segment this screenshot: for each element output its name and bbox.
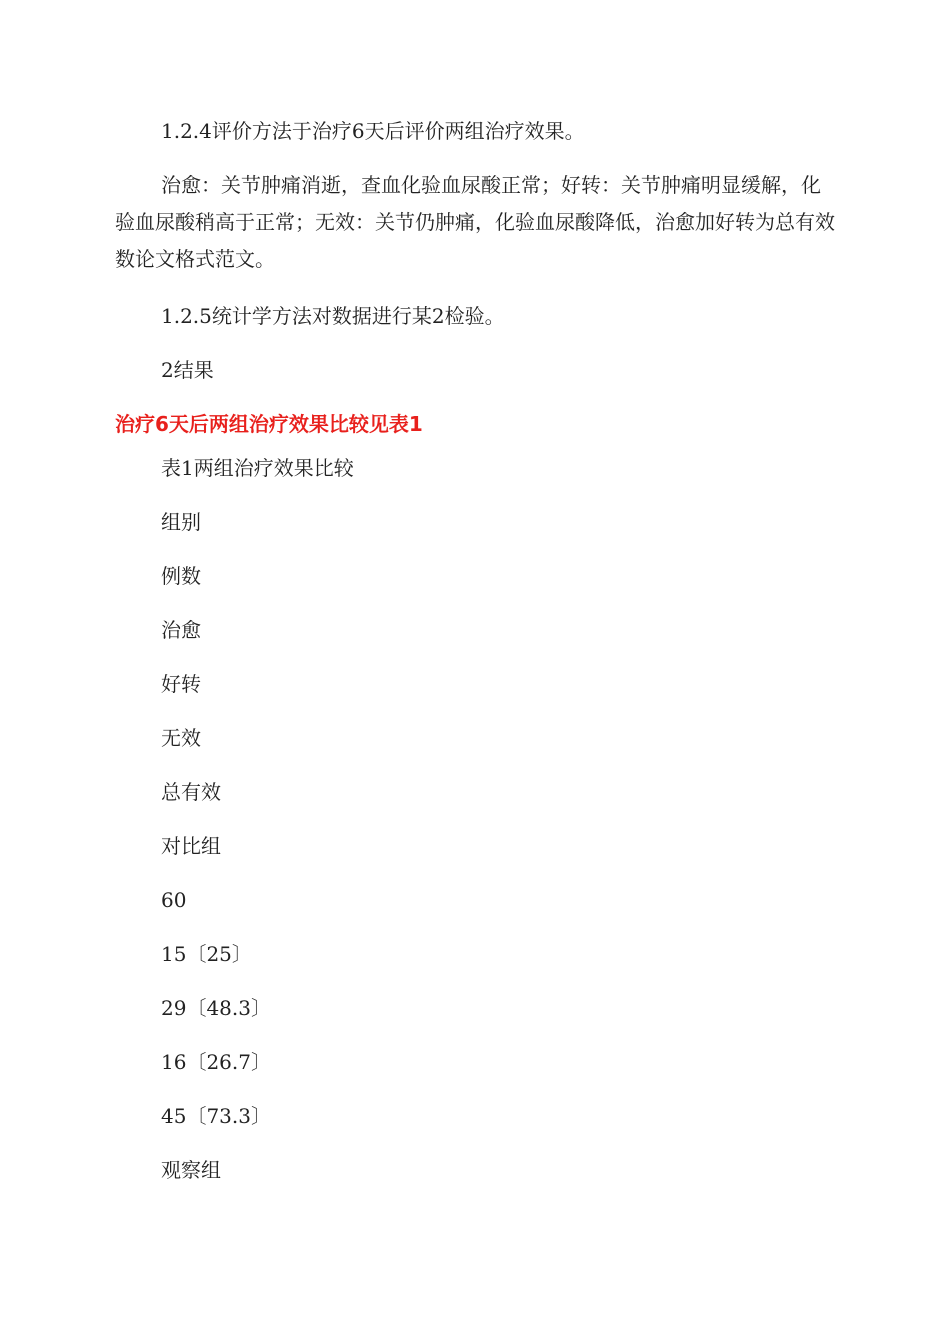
table-cell: 29〔48.3〕 [161, 996, 271, 1020]
section-heading-results: 2结果 [161, 358, 214, 382]
paragraph-evaluation-method: 1.2.4评价方法于治疗6天后评价两组治疗效果。 [161, 119, 585, 143]
table-cell: 15〔25〕 [161, 942, 252, 966]
table-cell: 对比组 [161, 834, 221, 858]
table-cell: 组别 [161, 510, 201, 534]
highlight-heading: 治疗6天后两组治疗效果比较见表1 [115, 412, 423, 436]
table-cell: 治愈 [161, 618, 201, 642]
table-cell: 观察组 [161, 1158, 221, 1182]
table-cell: 总有效 [161, 780, 221, 804]
table-cell: 16〔26.7〕 [161, 1050, 271, 1074]
table-caption: 表1两组治疗效果比较 [161, 456, 354, 480]
paragraph-efficacy-criteria: 治愈：关节肿痛消逝，查血化验血尿酸正常；好转：关节肿痛明显缓解，化验血尿酸稍高于正常；无效：关节仍肿痛，化验血尿酸降低，治愈加好转为总有效数论文格式范文。 [115, 173, 835, 271]
table-cell: 60 [161, 888, 187, 912]
table-cell: 好转 [161, 672, 201, 696]
table-cell: 无效 [161, 726, 201, 750]
table-cell: 45〔73.3〕 [161, 1104, 271, 1128]
table-cell: 例数 [161, 564, 201, 588]
paragraph-statistical-method: 1.2.5统计学方法对数据进行某2检验。 [161, 304, 505, 328]
